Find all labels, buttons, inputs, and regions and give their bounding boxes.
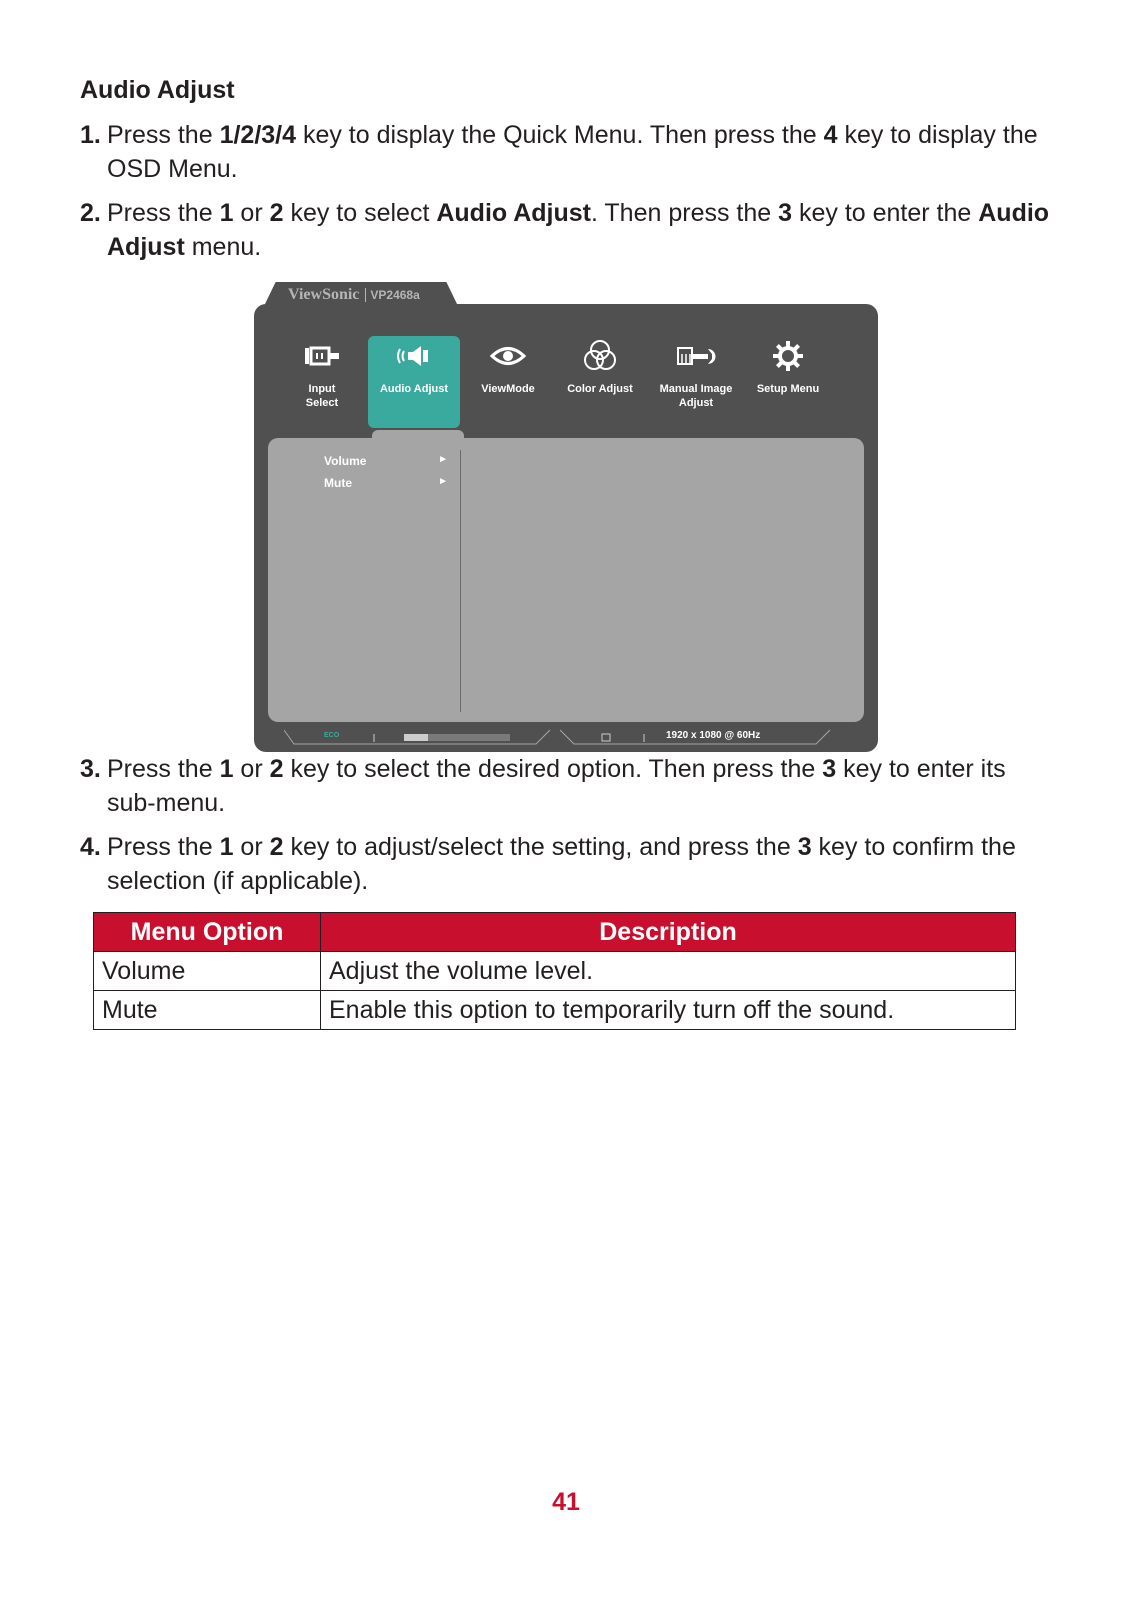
table-cell-description: Adjust the volume level. [321,952,1016,991]
osd-menu-audio-adjust[interactable] [368,336,460,428]
eye-icon [462,336,554,376]
osd-screenshot [254,282,878,752]
table-row [94,991,1016,1030]
step-number: 2. [80,199,101,227]
section-heading: Audio Adjust [80,76,235,104]
osd-menu-label: Manual Image Adjust [659,383,733,409]
osd-menu-label: ViewMode [481,383,535,395]
table-row [94,952,1016,991]
step-1 [80,118,1060,186]
arrow-right-icon: ► [438,454,448,465]
step-2 [80,196,1060,264]
osd-submenu-label: Volume [324,454,367,468]
osd-submenu-volume[interactable] [324,454,448,468]
step-text: Press the 1 or 2 key to adjust/select the setting, and press the 3 key to confirm the selection (if applicable). [107,833,1016,895]
osd-menu-viewmode[interactable] [462,336,554,428]
color-circles-icon [554,336,646,376]
arrow-right-icon: ► [438,476,448,487]
table-header-description: Description [321,913,1016,952]
eco-icon: ECO [324,732,340,739]
hand-wrench-icon [650,336,742,376]
osd-menu-manual-image-adjust[interactable] [650,336,742,428]
osd-divider [460,450,461,712]
table-header-row [94,913,1016,952]
osd-status-bar [284,728,844,746]
step-text: Press the 1 or 2 key to select Audio Adjust. Then press the 3 key to enter the Audio Adjust menu. [107,199,1050,261]
osd-menu-label: Color Adjust [567,383,633,395]
input-icon [276,336,368,376]
step-text: Press the 1/2/3/4 key to display the Quick Menu. Then press the 4 key to display the OSD Menu. [107,121,1038,183]
osd-submenu-mute[interactable] [324,476,448,490]
step-3 [80,752,1060,820]
table-cell-option: Mute [94,991,321,1030]
osd-menu-setup-menu[interactable] [742,336,834,428]
speaker-icon [368,336,460,376]
step-number: 3. [80,755,101,783]
step-number: 1. [80,121,101,149]
osd-resolution: 1920 x 1080 @ 60Hz [666,730,761,741]
osd-menu-label: Input Select [305,383,339,409]
osd-brand: ViewSonic VP2468a [288,286,420,303]
osd-menu-input-select[interactable] [276,336,368,428]
table-cell-option: Volume [94,952,321,991]
osd-body [254,304,878,752]
osd-model: VP2468a [365,288,419,302]
menu-option-table [93,912,1016,1030]
osd-menu-label: Setup Menu [756,383,820,395]
page-number: 41 [552,1488,580,1516]
step-number: 4. [80,833,101,861]
table-cell-description: Enable this option to temporarily turn off the sound. [321,991,1016,1030]
osd-menu-color-adjust[interactable] [554,336,646,428]
step-4 [80,830,1060,898]
table-header-menu-option: Menu Option [94,913,321,952]
step-text: Press the 1 or 2 key to select the desired option. Then press the 3 key to enter its sub-menu. [107,755,1006,817]
osd-menu-label: Audio Adjust [379,383,449,395]
osd-submenu-label: Mute [324,476,352,490]
gear-icon [742,336,834,376]
